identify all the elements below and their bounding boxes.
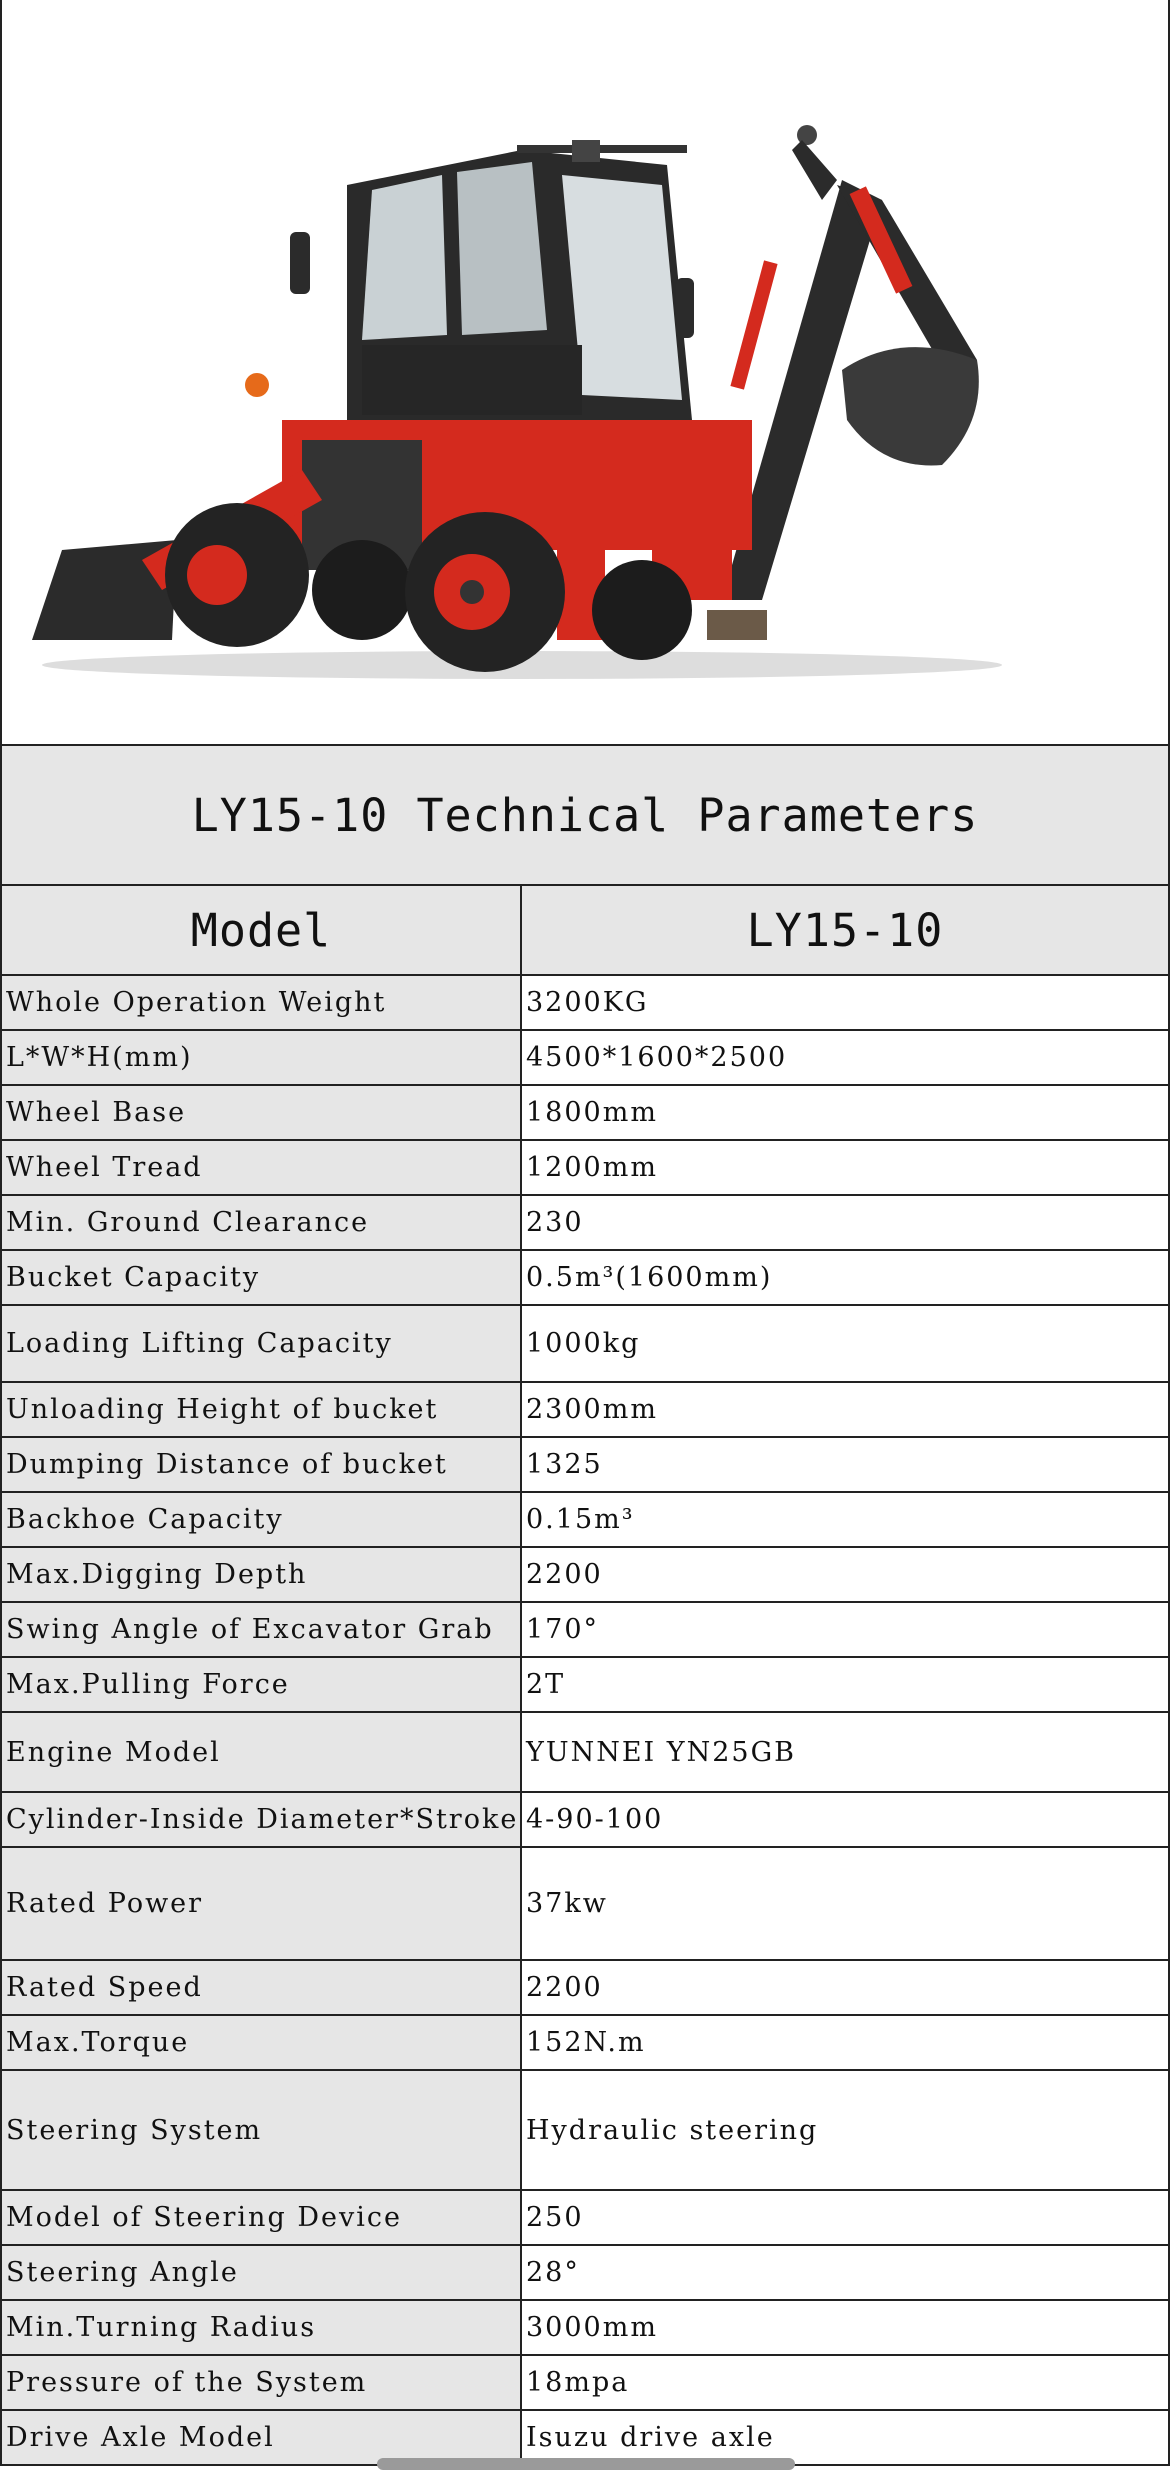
product-image-panel xyxy=(0,0,1170,744)
param-value-cell: Isuzu drive axle xyxy=(521,2410,1169,2465)
backhoe-loader-image xyxy=(2,0,1170,744)
table-row xyxy=(1,1602,1169,1657)
param-name-cell: Steering System xyxy=(1,2070,521,2190)
param-name-cell: Unloading Height of bucket xyxy=(1,1382,521,1437)
table-row xyxy=(1,2070,1169,2190)
param-name-cell: Min.Turning Radius xyxy=(1,2300,521,2355)
table-row xyxy=(1,1382,1169,1437)
header-value-cell: LY15-10 xyxy=(521,885,1169,975)
table-row xyxy=(1,1030,1169,1085)
param-name-cell: Drive Axle Model xyxy=(1,2410,521,2465)
table-row xyxy=(1,2190,1169,2245)
param-value-cell: 1000kg xyxy=(521,1305,1169,1382)
table-row xyxy=(1,1492,1169,1547)
param-value-cell: 230 xyxy=(521,1195,1169,1250)
param-value-cell: 2T xyxy=(521,1657,1169,1712)
param-name-cell: Loading Lifting Capacity xyxy=(1,1305,521,1382)
param-value-cell: 2200 xyxy=(521,1960,1169,2015)
table-row xyxy=(1,1792,1169,1847)
param-name-cell: Swing Angle of Excavator Grab xyxy=(1,1602,521,1657)
param-value-cell: 1325 xyxy=(521,1437,1169,1492)
param-name-cell: Max.Pulling Force xyxy=(1,1657,521,1712)
param-value-cell: 3200KG xyxy=(521,975,1169,1030)
param-value-cell: 250 xyxy=(521,2190,1169,2245)
table-row xyxy=(1,2245,1169,2300)
param-value-cell: 0.15m³ xyxy=(521,1492,1169,1547)
table-row xyxy=(1,1657,1169,1712)
table-row xyxy=(1,1960,1169,2015)
param-value-cell: 0.5m³(1600mm) xyxy=(521,1250,1169,1305)
param-value-cell: 170° xyxy=(521,1602,1169,1657)
param-value-cell: Hydraulic steering xyxy=(521,2070,1169,2190)
param-name-cell: Bucket Capacity xyxy=(1,1250,521,1305)
table-row xyxy=(1,1140,1169,1195)
param-name-cell: L*W*H(mm) xyxy=(1,1030,521,1085)
param-name-cell: Max.Digging Depth xyxy=(1,1547,521,1602)
table-row xyxy=(1,1847,1169,1960)
table-row xyxy=(1,2355,1169,2410)
param-value-cell: 3000mm xyxy=(521,2300,1169,2355)
param-value-cell: 18mpa xyxy=(521,2355,1169,2410)
param-name-cell: Min. Ground Clearance xyxy=(1,1195,521,1250)
table-row xyxy=(1,1305,1169,1382)
param-name-cell: Model of Steering Device xyxy=(1,2190,521,2245)
param-name-cell: Rated Power xyxy=(1,1847,521,1960)
table-row xyxy=(1,1712,1169,1792)
table-row xyxy=(1,1195,1169,1250)
table-row xyxy=(1,2410,1169,2465)
param-value-cell: 4-90-100 xyxy=(521,1792,1169,1847)
param-name-cell: Steering Angle xyxy=(1,2245,521,2300)
scrollbar[interactable] xyxy=(377,2458,795,2470)
param-name-cell: Cylinder-Inside Diameter*Stroke xyxy=(1,1792,521,1847)
table-row xyxy=(1,1547,1169,1602)
param-name-cell: Pressure of the System xyxy=(1,2355,521,2410)
table-row xyxy=(1,2300,1169,2355)
param-value-cell: 37kw xyxy=(521,1847,1169,1960)
table-row xyxy=(1,2015,1169,2070)
param-name-cell: Max.Torque xyxy=(1,2015,521,2070)
param-name-cell: Engine Model xyxy=(1,1712,521,1792)
table-row xyxy=(1,1437,1169,1492)
table-row xyxy=(1,1085,1169,1140)
param-value-cell: 152N.m xyxy=(521,2015,1169,2070)
param-name-cell: Backhoe Capacity xyxy=(1,1492,521,1547)
param-name-cell: Rated Speed xyxy=(1,1960,521,2015)
table-header-row xyxy=(1,885,1169,975)
param-value-cell: 1800mm xyxy=(521,1085,1169,1140)
param-name-cell: Whole Operation Weight xyxy=(1,975,521,1030)
param-value-cell: 2200 xyxy=(521,1547,1169,1602)
page-title: LY15-10 Technical Parameters xyxy=(0,744,1170,886)
param-value-cell: 28° xyxy=(521,2245,1169,2300)
spec-table xyxy=(0,884,1170,2466)
header-key-cell: Model xyxy=(1,885,521,975)
table-row xyxy=(1,1250,1169,1305)
param-name-cell: Dumping Distance of bucket xyxy=(1,1437,521,1492)
table-row xyxy=(1,975,1169,1030)
param-value-cell: 4500*1600*2500 xyxy=(521,1030,1169,1085)
param-name-cell: Wheel Base xyxy=(1,1085,521,1140)
param-value-cell: 2300mm xyxy=(521,1382,1169,1437)
param-name-cell: Wheel Tread xyxy=(1,1140,521,1195)
param-value-cell: 1200mm xyxy=(521,1140,1169,1195)
param-value-cell: YUNNEI YN25GB xyxy=(521,1712,1169,1792)
